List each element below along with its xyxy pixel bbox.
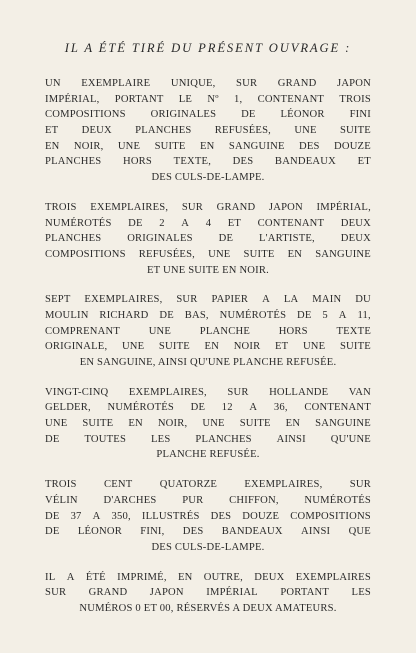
text-line bbox=[45, 509, 371, 525]
word: DE bbox=[190, 402, 206, 414]
word: 2 bbox=[159, 217, 165, 229]
word: RICHARD bbox=[99, 309, 149, 321]
word: EXEMPLAIRES, bbox=[90, 201, 169, 213]
word: CHIFFON, bbox=[229, 494, 279, 506]
word: IMPÉRIAL, bbox=[45, 93, 100, 105]
word: D'ARCHES bbox=[103, 494, 157, 506]
word: BANDEAUX bbox=[274, 156, 336, 168]
word: UNIQUE, bbox=[170, 78, 216, 89]
word: QU'UNE bbox=[330, 433, 371, 445]
word: DEUX bbox=[254, 571, 285, 583]
text-line bbox=[45, 200, 371, 216]
text-line bbox=[45, 107, 371, 123]
text-line-content: ET UNE SUITE EN NOIR. bbox=[147, 264, 269, 276]
word: SEPT bbox=[45, 294, 71, 306]
text-line-content: PLANCHE REFUSÉE. bbox=[156, 449, 260, 461]
word: JAPON bbox=[337, 78, 371, 89]
word: CONTENANT bbox=[257, 93, 325, 105]
word: PLANCHES bbox=[135, 125, 192, 137]
word: VAN bbox=[348, 386, 371, 398]
word: GRAND bbox=[277, 78, 317, 89]
word: NOIR, bbox=[73, 140, 104, 152]
text-line bbox=[45, 385, 371, 401]
word: EN bbox=[285, 418, 301, 430]
word: PLANCHES bbox=[45, 156, 102, 168]
word: ILLUSTRÉS bbox=[141, 510, 200, 522]
word: TOUTES bbox=[84, 433, 127, 445]
colophon-paragraph bbox=[45, 570, 371, 617]
word: FINI bbox=[349, 109, 371, 121]
word: SUR bbox=[236, 78, 258, 89]
word: UNE bbox=[148, 325, 172, 337]
word: TROIS bbox=[339, 93, 371, 105]
word: EXEMPLAIRES, bbox=[244, 479, 323, 491]
word: CENT bbox=[103, 479, 133, 491]
word: ORIGINALE, bbox=[45, 341, 108, 353]
text-line bbox=[45, 170, 371, 186]
word: ÉTÉ bbox=[85, 571, 106, 583]
word: EN bbox=[199, 140, 215, 152]
word: SANGUINE bbox=[315, 418, 371, 430]
colophon-paragraph bbox=[45, 385, 371, 463]
text-line-content: DES CULS-DE-LAMPE. bbox=[151, 541, 265, 553]
word: DE bbox=[128, 217, 143, 229]
colophon-body bbox=[45, 76, 371, 617]
word: DE bbox=[159, 309, 174, 321]
text-line bbox=[45, 292, 371, 308]
word: EN bbox=[204, 341, 220, 353]
word: TROIS bbox=[45, 479, 77, 491]
word: DES bbox=[232, 156, 254, 168]
word: SUITE bbox=[339, 125, 371, 137]
word: UNE bbox=[121, 341, 145, 353]
word: 5 bbox=[322, 309, 328, 321]
word: NUMÉROTÉS bbox=[219, 309, 287, 321]
word: OUTRE, bbox=[203, 571, 243, 583]
word: REFUSÉES, bbox=[214, 125, 272, 137]
text-line bbox=[45, 216, 371, 232]
word: GRAND bbox=[216, 201, 256, 213]
text-line bbox=[45, 540, 371, 556]
word: 350, bbox=[111, 510, 131, 522]
word: LES bbox=[351, 587, 371, 599]
word: SUITE bbox=[243, 248, 275, 260]
word: DEUX bbox=[81, 125, 112, 137]
word: UNE bbox=[117, 140, 141, 152]
word: AINSI bbox=[301, 526, 331, 538]
text-line bbox=[45, 324, 371, 340]
word: ORIGINALES bbox=[150, 109, 217, 121]
word: 4 bbox=[205, 217, 212, 229]
word: COMPOSITIONS bbox=[45, 109, 126, 121]
word: PLANCHE bbox=[199, 325, 251, 337]
word: VÉLIN bbox=[45, 494, 78, 506]
word: PUR bbox=[182, 494, 204, 506]
word: NOIR, bbox=[157, 418, 188, 430]
text-line-content: DES CULS-DE-LAMPE. bbox=[151, 172, 265, 184]
word: PAPIER bbox=[211, 294, 249, 306]
word: LÉONOR bbox=[77, 526, 122, 538]
word: LES bbox=[151, 433, 171, 445]
word: SUR bbox=[227, 386, 249, 398]
word: EXEMPLAIRE bbox=[81, 78, 151, 89]
word: ET bbox=[45, 125, 59, 137]
word: IMPRIMÉ, bbox=[117, 571, 167, 583]
word: UNE bbox=[294, 125, 317, 137]
word: IL bbox=[45, 571, 56, 583]
word: UNE bbox=[202, 418, 225, 430]
word: 11, bbox=[357, 309, 371, 321]
text-line bbox=[45, 76, 371, 92]
word: SUITE bbox=[154, 140, 186, 152]
word: DE bbox=[297, 309, 312, 321]
word: COMPRENANT bbox=[45, 325, 120, 337]
text-line bbox=[45, 477, 371, 493]
word: DE bbox=[241, 109, 256, 121]
word: PORTANT bbox=[280, 587, 330, 599]
word: COMPOSITIONS bbox=[45, 248, 126, 260]
word: EN bbox=[128, 418, 143, 430]
word: PORTANT bbox=[114, 93, 164, 105]
word: SUR bbox=[45, 587, 67, 599]
word: SUR bbox=[349, 479, 371, 491]
word: QUATORZE bbox=[159, 479, 218, 491]
word: EXEMPLAIRES, bbox=[128, 386, 207, 398]
word: SANGUINE bbox=[228, 140, 285, 152]
word: JAPON bbox=[149, 587, 184, 599]
word: VINGT-CINQ bbox=[45, 386, 109, 398]
colophon-paragraph bbox=[45, 477, 371, 555]
word: QUE bbox=[348, 526, 371, 538]
text-line bbox=[45, 247, 371, 263]
word: DE bbox=[45, 510, 60, 522]
word: UNE bbox=[302, 341, 326, 353]
colophon-page bbox=[45, 40, 371, 631]
word: REFUSÉES, bbox=[138, 248, 196, 260]
text-line-content: EN SANGUINE, AINSI QU'UNE PLANCHE REFUSÉE. bbox=[79, 357, 337, 368]
word: ET bbox=[275, 341, 289, 353]
word: DE bbox=[45, 526, 60, 538]
text-line-content: NUMÉROS 0 ET 00, RÉSERVÉS A DEUX AMATEURS. bbox=[79, 602, 337, 614]
word: UNE bbox=[45, 418, 68, 430]
word: DU bbox=[355, 294, 371, 306]
word: TEXTE, bbox=[173, 156, 212, 168]
word: BANDEAUX bbox=[221, 526, 283, 538]
colophon-paragraph bbox=[45, 76, 371, 186]
word: EXEMPLAIRES, bbox=[84, 294, 163, 306]
word: EXEMPLAIRES bbox=[295, 571, 371, 583]
word: MAIN bbox=[312, 294, 342, 306]
word: SUITE bbox=[339, 341, 371, 353]
word: EN bbox=[287, 248, 303, 260]
word: A bbox=[262, 294, 270, 306]
text-line bbox=[45, 92, 371, 108]
word: SUITE bbox=[82, 418, 114, 430]
text-line bbox=[45, 154, 371, 170]
word: ET bbox=[357, 156, 371, 168]
word: CONTENANT bbox=[304, 402, 371, 414]
word: A bbox=[338, 309, 347, 321]
word: GELDER, bbox=[45, 402, 91, 414]
text-line bbox=[45, 308, 371, 324]
word: JAPON bbox=[268, 201, 303, 213]
colophon-heading: IL A ÉTÉ TIRÉ DU PRÉSENT OUVRAGE : bbox=[64, 41, 352, 55]
word: TROIS bbox=[45, 201, 77, 213]
word: A bbox=[92, 510, 101, 522]
word: PLANCHES bbox=[45, 233, 102, 245]
text-line bbox=[45, 524, 371, 540]
word: HOLLANDE bbox=[269, 386, 329, 398]
word: LA bbox=[283, 294, 299, 306]
word: DES bbox=[210, 510, 232, 522]
word: L'ARTISTE, bbox=[258, 233, 315, 245]
text-line bbox=[45, 416, 371, 432]
word: A bbox=[66, 571, 75, 583]
word: NUMÉROTÉS bbox=[45, 217, 112, 229]
word: MOULIN bbox=[45, 309, 89, 321]
word: ET bbox=[227, 217, 242, 229]
word: DEUX bbox=[340, 233, 371, 245]
word: 36, bbox=[273, 402, 288, 414]
word: A bbox=[249, 402, 258, 414]
text-line bbox=[45, 432, 371, 448]
word: HORS bbox=[278, 325, 308, 337]
word: DOUZE bbox=[334, 140, 371, 152]
colophon-paragraph bbox=[45, 292, 371, 370]
word: EN bbox=[177, 571, 193, 583]
word: IMPÉRIAL bbox=[206, 587, 258, 599]
word: CONTENANT bbox=[257, 217, 325, 229]
text-line bbox=[45, 139, 371, 155]
text-line bbox=[45, 339, 371, 355]
text-line bbox=[45, 447, 371, 463]
word: SANGUINE bbox=[315, 248, 371, 260]
word: DEUX bbox=[340, 217, 371, 229]
word: 12 bbox=[221, 402, 233, 414]
word: ORIGINALES bbox=[127, 233, 193, 245]
word: IMPÉRIAL, bbox=[316, 201, 371, 213]
text-line bbox=[45, 493, 371, 509]
word: AINSI bbox=[276, 433, 306, 445]
word: UN bbox=[45, 78, 61, 89]
word: TEXTE bbox=[336, 325, 371, 337]
word: 37 bbox=[70, 510, 82, 522]
word: DES bbox=[299, 140, 320, 152]
word: SUR bbox=[181, 201, 204, 213]
word: DES bbox=[182, 526, 204, 538]
word: FINI, bbox=[140, 526, 165, 538]
word: PLANCHES bbox=[195, 433, 252, 445]
word: NOIR bbox=[233, 341, 261, 353]
word: A bbox=[181, 217, 190, 229]
word: Nº bbox=[207, 93, 219, 105]
word: HORS bbox=[122, 156, 153, 168]
word: COMPOSITIONS bbox=[290, 510, 371, 522]
text-line bbox=[45, 123, 371, 139]
word: 1, bbox=[233, 93, 243, 105]
word: LE bbox=[178, 93, 193, 105]
word: DE bbox=[45, 433, 60, 445]
word: BAS, bbox=[184, 309, 209, 321]
colophon-paragraph bbox=[45, 200, 371, 278]
text-line bbox=[45, 231, 371, 247]
word: DOUZE bbox=[242, 510, 280, 522]
text-line bbox=[45, 263, 371, 279]
word: SUR bbox=[176, 294, 198, 306]
word: UNE bbox=[208, 248, 231, 260]
text-line bbox=[45, 400, 371, 416]
word: EN bbox=[45, 140, 60, 152]
text-line bbox=[45, 355, 371, 371]
word: GRAND bbox=[88, 587, 128, 599]
word: SUITE bbox=[158, 341, 190, 353]
word: LÉONOR bbox=[280, 109, 325, 121]
word: NUMÉROTÉS bbox=[304, 494, 371, 506]
text-line bbox=[45, 601, 371, 617]
text-line bbox=[45, 570, 371, 586]
word: NUMÉROTÉS bbox=[107, 402, 175, 414]
text-line bbox=[45, 585, 371, 601]
word: SUITE bbox=[239, 418, 271, 430]
word: DE bbox=[218, 233, 234, 245]
